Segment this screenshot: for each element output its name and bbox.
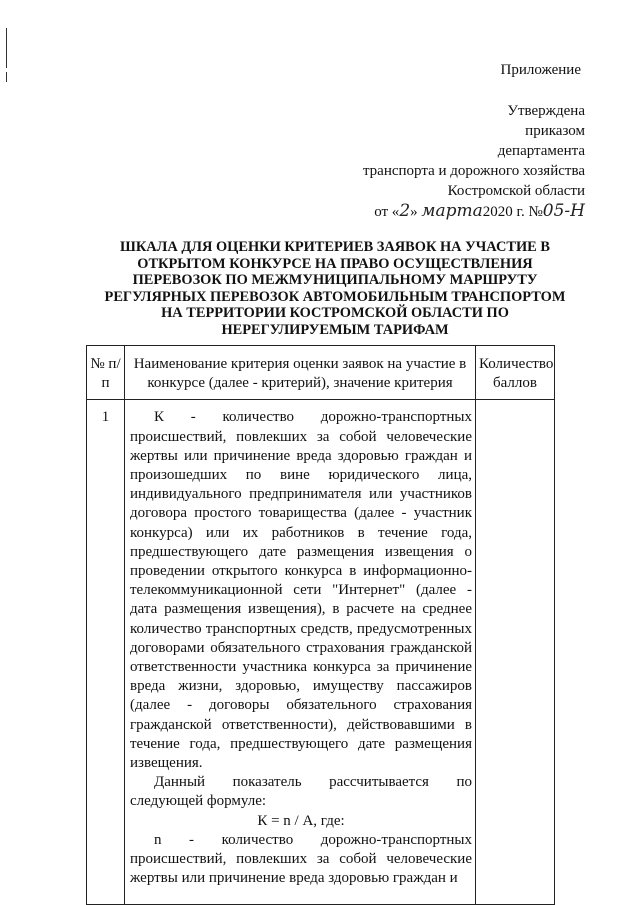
handwritten-month: марта	[421, 201, 483, 221]
handwritten-day: 2	[399, 201, 411, 221]
formula: К = n / А, где:	[257, 812, 345, 829]
date-year: 2020 г. №	[482, 204, 543, 220]
date-separator: »	[410, 204, 418, 220]
table-row	[87, 400, 555, 905]
date-prefix: от «	[374, 204, 400, 220]
header-criterion: Наименование критерия оценки заявок на участие в конкурсе (далее - критерий), значение критерия	[125, 346, 476, 400]
header-number: № п/п	[87, 346, 125, 400]
criterion-paragraph: n - количество дорожно-транспортных происшествий, повлекших за собой человеческие жертвы или причинение вреда здоровью граждан и	[130, 831, 472, 887]
points-cell	[476, 400, 555, 905]
binding-mark	[6, 28, 7, 68]
order-date-line	[363, 201, 585, 222]
approval-line: Костромской области	[447, 183, 585, 199]
document-title: ШКАЛА ДЛЯ ОЦЕНКИ КРИТЕРИЕВ ЗАЯВОК НА УЧАСТИЕ В ОТКРЫТОМ КОНКУРСЕ НА ПРАВО ОСУЩЕСТВЛЕНИЯ ПЕРЕВОЗОК ПО МЕЖМУНИЦИПАЛЬНОМУ МАРШРУТУ РЕГУЛЯРНЫХ ПЕРЕВОЗОК АВТОМОБИЛЬНЫМ ТРАНСПОРТОМ НА ТЕРРИТОРИИ КОСТРОМСКОЙ ОБЛАСТИ ПО НЕРЕГУЛИРУЕМЫМ ТАРИФАМ	[104, 239, 566, 338]
row-number: 1	[87, 400, 125, 905]
criterion-paragraph: К - количество дорожно-транспортных происшествий, повлекших за собой человеческие жертвы или причинение вреда здоровью граждан и произошедших по вине юридического лица, индивидуального предпринимателя или участников договора простого товарищества (далее - участник конкурса) или их работников в течение года, предшествующего дате размещения извещения о проведении открытого конкурса в информационно-телекоммуникационной сети "Интернет" (далее - дата размещения извещения), в расчете на среднее количество транспортных средств, предусмотренных договорами обязательного страхования гражданской ответственности участника конкурса за причинение вреда жизни, здоровью, имуществу пассажиров (далее - договоры обязательного страхования гражданской ответственности), действовавшими в течение года, предшествующего дате размещения извещения.	[130, 409, 472, 772]
approval-line: транспорта и дорожного хозяйства	[362, 163, 585, 179]
approval-block	[363, 101, 585, 222]
criterion-description	[125, 400, 476, 905]
header-points: Количество баллов	[476, 346, 555, 400]
appendix-label: Приложение	[500, 62, 581, 78]
criterion-paragraph: Данный показатель рассчитывается по следующей формуле:	[130, 774, 472, 810]
table-header-row	[87, 346, 555, 400]
binding-mark	[6, 72, 7, 82]
approval-line: приказом	[525, 123, 585, 139]
approval-line: Утверждена	[507, 103, 585, 119]
handwritten-order-number: 05-Н	[542, 201, 585, 221]
criteria-table	[86, 345, 555, 905]
approval-line: департамента	[497, 143, 585, 159]
